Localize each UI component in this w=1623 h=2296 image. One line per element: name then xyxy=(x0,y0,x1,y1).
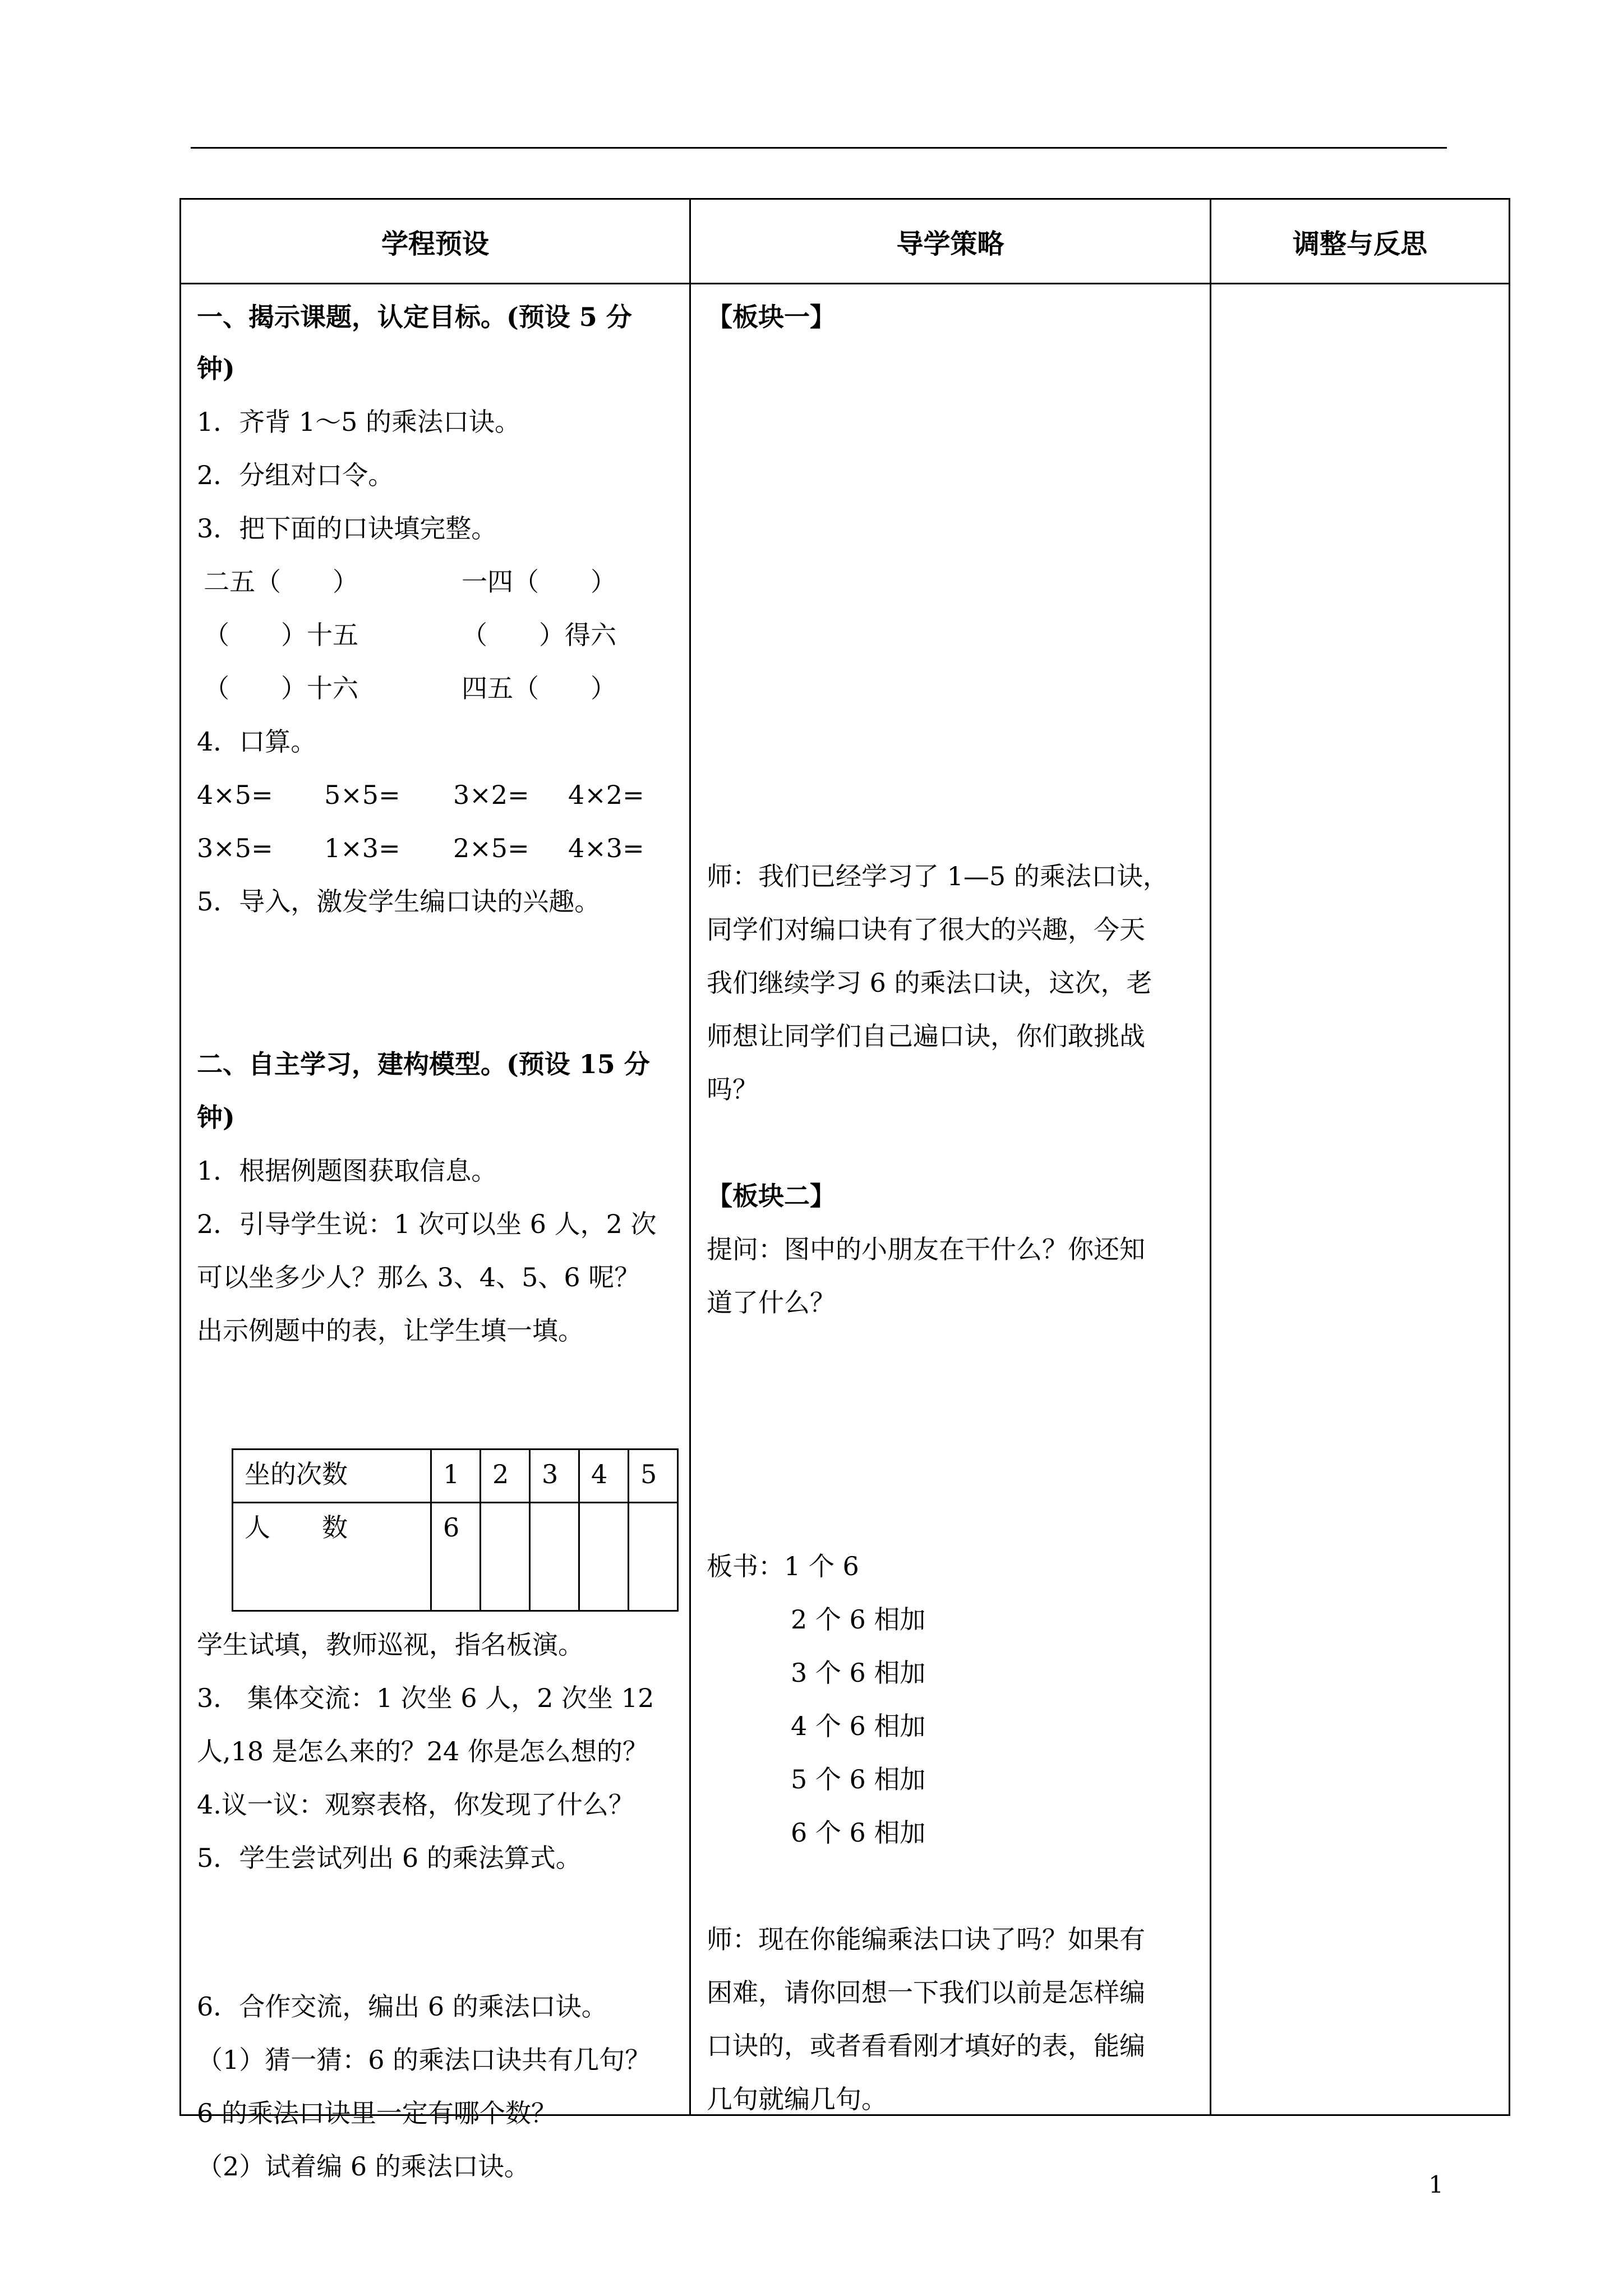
s2-item-6: 6．合作交流，编出 6 的乘法口诀。 xyxy=(197,1991,607,2022)
teacher2-line-3: 口诀的，或者看看刚才填好的表，能编 xyxy=(707,2031,1145,2061)
s2-item-6b: （2）试着编 6 的乘法口诀。 xyxy=(197,2151,530,2182)
table-cell xyxy=(629,1503,678,1611)
item-1: 1．齐背 1～5 的乘法口诀。 xyxy=(197,407,521,437)
board-label: 板书：1 个 6 xyxy=(707,1551,859,1581)
calc-2: 5×5= xyxy=(324,780,400,810)
blank-row-2a: （ ）十五 xyxy=(204,620,358,650)
board-item: 2 个 6 相加 xyxy=(791,1604,926,1635)
item-2: 2．分组对口令。 xyxy=(197,460,394,490)
table-cell: 2 xyxy=(481,1450,530,1503)
question-line-1: 提问：图中的小朋友在干什么？你还知 xyxy=(707,1234,1145,1264)
blank-row-1a: 二五（ ） xyxy=(204,567,358,597)
blank-row-3a: （ ）十六 xyxy=(204,673,358,703)
teacher2-line-1: 师：现在你能编乘法口诀了吗？如果有 xyxy=(707,1924,1145,1954)
teacher-line-1: 师：我们已经学习了 1—5 的乘法口诀， xyxy=(707,861,1169,891)
s2-after-table: 学生试填，教师巡视，指名板演。 xyxy=(197,1630,584,1660)
board-item: 6 个 6 相加 xyxy=(791,1818,926,1848)
section1-title-cont: 钟) xyxy=(197,353,235,384)
table-cell: 4 xyxy=(579,1450,629,1503)
s2-item-2: 2．引导学生说：1 次可以坐 6 人，2 次 xyxy=(197,1209,657,1239)
board-item: 3 个 6 相加 xyxy=(791,1658,926,1688)
table-cell: 3 xyxy=(530,1450,579,1503)
block-1-label: 【板块一】 xyxy=(707,302,836,332)
s2-item-2-cont: 可以坐多少人？那么 3、4、5、6 呢？ xyxy=(197,1262,640,1292)
s2-item-6a-cont: 6 的乘法口诀里一定有哪个数？ xyxy=(197,2098,557,2128)
s2-item-1: 1．根据例题图获取信息。 xyxy=(197,1156,497,1186)
s2-item-6a: （1）猜一猜：6 的乘法口诀共有几句？ xyxy=(197,2045,651,2075)
teacher2-line-2: 困难，请你回想一下我们以前是怎样编 xyxy=(707,1977,1145,2008)
calc-5: 3×5= xyxy=(197,833,273,863)
lesson-plan-table xyxy=(179,198,1510,2182)
header-guiding-strategy: 导学策略 xyxy=(690,199,1211,284)
teacher-line-3: 我们继续学习 6 的乘法口诀，这次，老 xyxy=(707,968,1152,998)
teacher2-line-4: 几句就编几句。 xyxy=(707,2084,887,2114)
calc-4: 4×2= xyxy=(568,780,644,810)
board-item: 5 个 6 相加 xyxy=(791,1764,926,1795)
table-row xyxy=(233,1450,678,1503)
blank-row-3b: 四五（ ） xyxy=(462,673,616,703)
table-cell xyxy=(530,1503,579,1611)
block-2-label: 【板块二】 xyxy=(707,1181,836,1211)
table-cell: 1 xyxy=(431,1450,481,1503)
section2-title: 二、自主学习，建构模型。(预设 15 分 xyxy=(197,1049,650,1079)
table-cell: 人 数 xyxy=(233,1503,431,1611)
teacher-line-4: 师想让同学们自己遍口诀，你们敢挑战 xyxy=(707,1021,1145,1051)
table-cell: 坐的次数 xyxy=(233,1450,431,1503)
page-number: 1 xyxy=(1428,2171,1444,2198)
header-adjustment-reflection: 调整与反思 xyxy=(1211,199,1510,284)
adjustment-reflection-cell xyxy=(1211,284,1510,2115)
s2-item-5: 5．学生尝试列出 6 的乘法算式。 xyxy=(197,1843,582,1873)
calc-7: 2×5= xyxy=(453,833,529,863)
calc-1: 4×5= xyxy=(197,780,273,810)
learning-preset-cell xyxy=(181,284,690,2182)
question-line-2: 道了什么？ xyxy=(707,1287,836,1318)
table-header-row xyxy=(181,199,1510,284)
board-item: 4 个 6 相加 xyxy=(791,1711,926,1741)
example-table xyxy=(232,1448,679,1612)
item-3: 3．把下面的口诀填完整。 xyxy=(197,513,497,544)
item-5: 5．导入，激发学生编口诀的兴趣。 xyxy=(197,886,601,917)
table-cell: 6 xyxy=(431,1503,481,1611)
blank-row-2b: （ ）得六 xyxy=(462,620,616,650)
table-cell xyxy=(579,1503,629,1611)
blank-row-1b: 一四（ ） xyxy=(462,567,616,597)
s2-item-3-cont: 人,18 是怎么来的？24 你是怎么想的？ xyxy=(197,1736,648,1766)
header-rule xyxy=(191,147,1447,149)
s2-item-2-cont2: 出示例题中的表，让学生填一填。 xyxy=(197,1315,584,1346)
s2-item-3: 3． 集体交流：1 次坐 6 人，2 次坐 12 xyxy=(197,1683,654,1713)
header-learning-preset: 学程预设 xyxy=(181,199,690,284)
s2-item-4: 4.议一议：观察表格，你发现了什么？ xyxy=(197,1789,634,1820)
table-row xyxy=(233,1503,678,1611)
teacher-line-5: 吗？ xyxy=(707,1074,758,1105)
calc-6: 1×3= xyxy=(324,833,400,863)
table-cell xyxy=(481,1503,530,1611)
table-cell: 5 xyxy=(629,1450,678,1503)
item-4: 4．口算。 xyxy=(197,726,317,757)
section1-title: 一、揭示课题，认定目标。(预设 5 分 xyxy=(197,302,632,332)
calc-8: 4×3= xyxy=(568,833,644,863)
calc-3: 3×2= xyxy=(453,780,529,810)
table-body-row xyxy=(181,284,1510,2115)
section2-title-cont: 钟) xyxy=(197,1102,235,1133)
guiding-strategy-cell xyxy=(690,284,1211,2115)
teacher-line-2: 同学们对编口诀有了很大的兴趣，今天 xyxy=(707,914,1145,945)
